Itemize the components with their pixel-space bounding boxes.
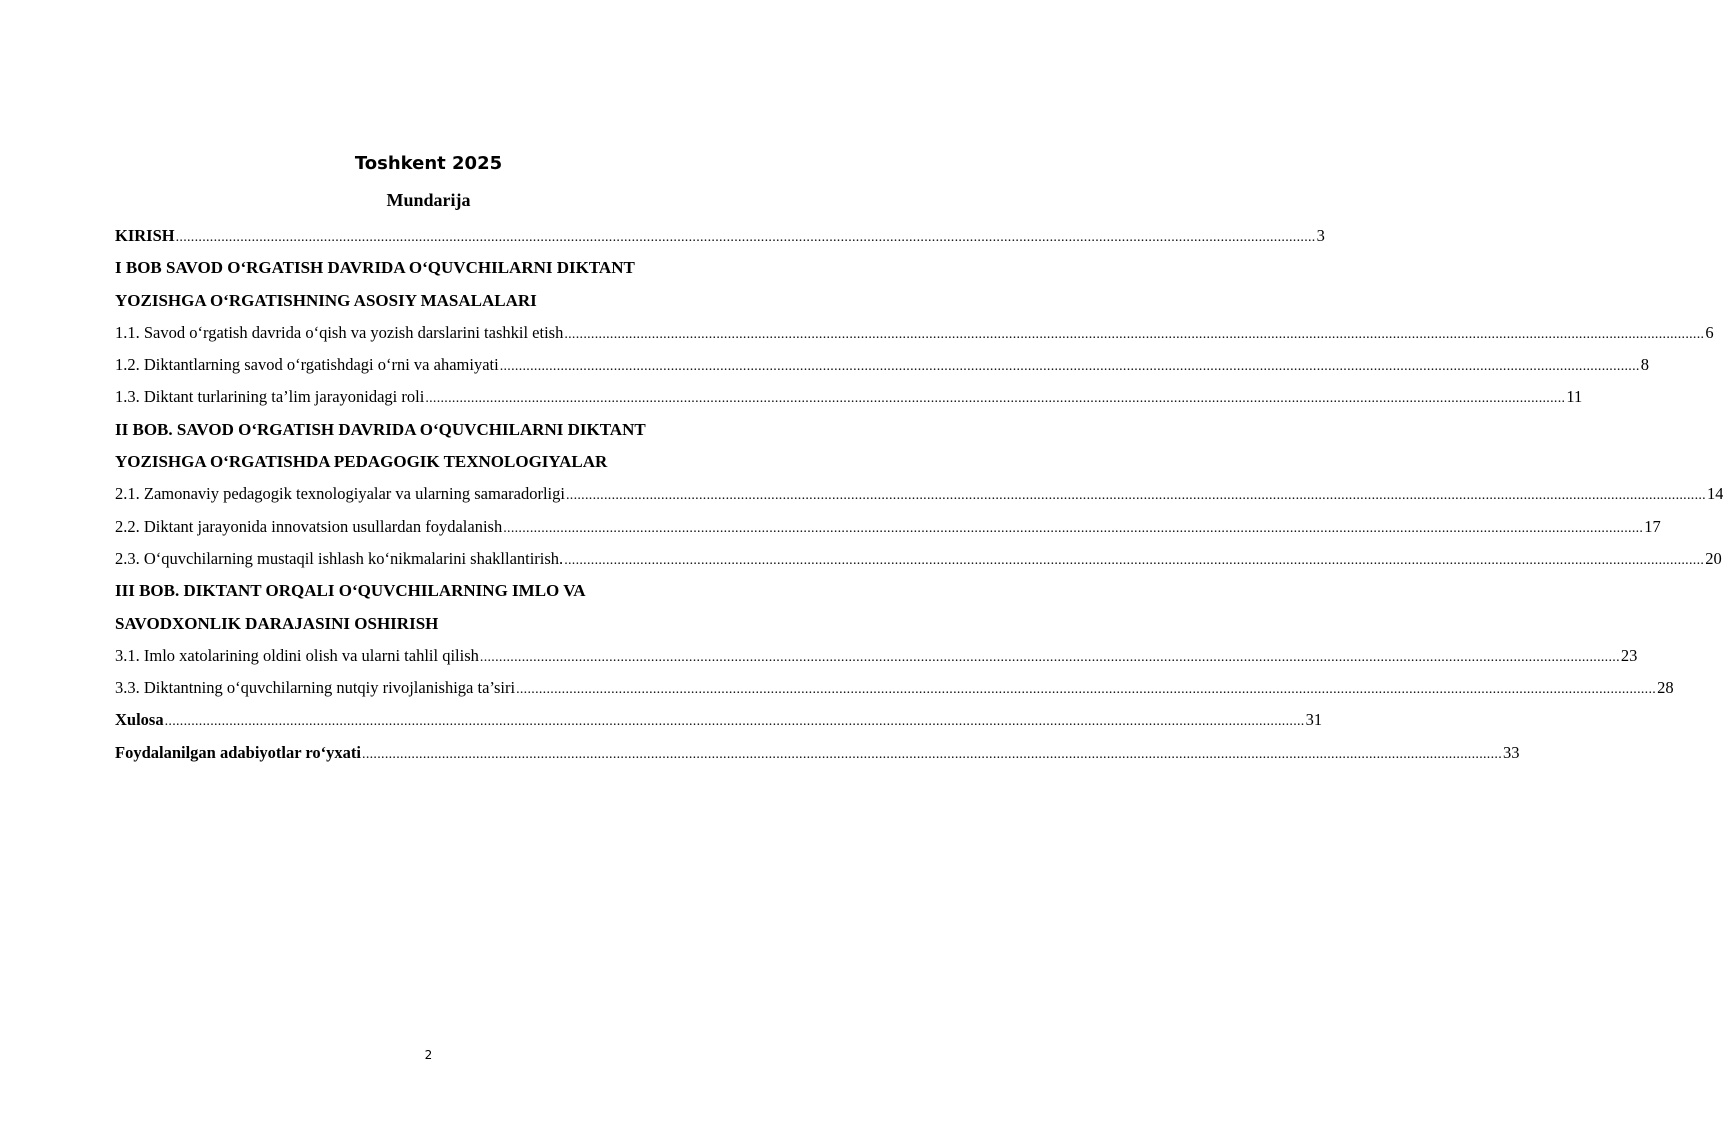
toc-entry-2-3[interactable] [115,543,1722,575]
toc-entry-2-1[interactable] [115,478,1723,510]
chapter-2-title-line-1: II BOB. SAVOD O‘RGATISH DAVRIDA O‘QUVCHILARNI DIKTANT [115,419,646,439]
toc-entry-title: 2.3. O‘quvchilarning mustaqil ishlash ko‘nikmalarini shakllantirish. [115,548,564,568]
toc-entry-page: 28 [1657,678,1674,698]
toc-entry-page: 23 [1620,645,1638,665]
toc-entry-title: 2.1. Zamonaviy pedagogik texnologiyalar va ularning samaradorligi [115,484,565,504]
dot-leader: ............................................................................................................................................................................................................................................................................................................ [479,649,1620,665]
toc-entry-title: 1.2. Diktantlarning savod o‘rgatishdagi o‘rni va ahamiyati [115,355,499,375]
toc-entry-3-3[interactable] [115,672,1674,704]
toc-heading: Mundarija [386,190,471,210]
city-year-title: Toshkent 2025 [354,153,503,174]
toc-entry-references[interactable] [115,737,1520,769]
toc-entry-page: 20 [1705,548,1722,568]
page-number: 2 [424,1048,433,1062]
toc-entry-title: Foydalanilgan adabiyotlar ro‘yxati [115,742,362,762]
toc-entry-title: 1.1. Savod o‘rgatish davrida o‘qish va yozish darslarini tashkil etish [115,322,564,342]
dot-leader: ............................................................................................................................................................................................................................................................................................................ [564,326,1705,342]
dot-leader: ............................................................................................................................................................................................................................................................................................................ [175,230,1316,245]
toc-entry-page: 14 [1706,484,1723,504]
dot-leader: ............................................................................................................................................................................................................................................................................................................ [499,359,1640,375]
toc-entry-conclusion[interactable] [115,704,1323,736]
toc-entry-page: 33 [1503,742,1520,762]
toc-entry-page: 6 [1705,322,1714,342]
toc-entry-1-2[interactable] [115,349,1649,381]
chapter-1-title-line-1: I BOB SAVOD O‘RGATISH DAVRIDA O‘QUVCHILARNI DIKTANT [115,258,635,278]
dot-leader: ............................................................................................................................................................................................................................................................................................................ [503,520,1644,536]
dot-leader: ............................................................................................................................................................................................................................................................................................................ [565,488,1706,504]
chapter-3-title-line-2: SAVODXONLIK DARAJASINI OSHIRISH [115,613,439,633]
dot-leader: ............................................................................................................................................................................................................................................................................................................ [516,682,1657,698]
toc-entry-page: 8 [1640,355,1649,375]
chapter-1-title-line-2: YOZISHGA O‘RGATISHNING ASOSIY MASALALARI [115,290,537,310]
toc-entry-page: 31 [1305,710,1323,730]
toc-entry-title: 1.3. Diktant turlarining ta’lim jarayonidagi roli [115,387,425,407]
toc-entry-title: 3.1. Imlo xatolarining oldini olish va ularni tahlil qilish [115,645,479,665]
table-of-contents [115,220,1723,769]
toc-entry-3-1[interactable] [115,640,1638,672]
toc-entry-intro[interactable] [115,220,1325,252]
toc-entry-page: 11 [1566,387,1583,407]
toc-entry-1-1[interactable] [115,317,1714,349]
toc-entry-title: Xulosa [115,710,164,730]
dot-leader: ............................................................................................................................................................................................................................................................................................................ [425,391,1566,407]
toc-entry-2-2[interactable] [115,511,1661,543]
dot-leader: ............................................................................................................................................................................................................................................................................................................ [362,746,1503,762]
toc-entry-page: 17 [1644,516,1661,536]
dot-leader: ............................................................................................................................................................................................................................................................................................................ [564,552,1705,568]
chapter-3-title-line-1: III BOB. DIKTANT ORQALI O‘QUVCHILARNING IMLO VA [115,581,586,601]
toc-entry-title: 2.2. Diktant jarayonida innovatsion usullardan foydalanish [115,516,503,536]
chapter-2-title-line-2: YOZISHGA O‘RGATISHDA PEDAGOGIK TEXNOLOGIYALAR [115,452,608,472]
toc-entry-page: 3 [1316,226,1325,245]
dot-leader: ............................................................................................................................................................................................................................................................................................................ [164,714,1305,730]
toc-entry-1-3[interactable] [115,381,1583,413]
toc-entry-title: KIRISH [115,226,175,245]
toc-entry-title: 3.3. Diktantning o‘quvchilarning nutqiy rivojlanishiga ta’siri [115,678,516,698]
